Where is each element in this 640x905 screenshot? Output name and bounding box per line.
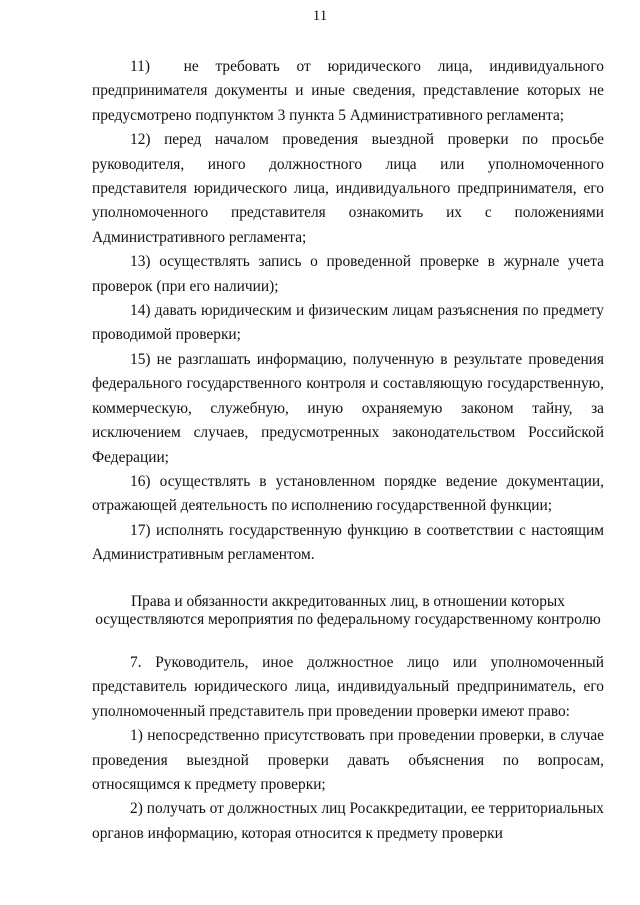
clause-7-item-2: 2) получать от должностных лиц Росаккредитации, ее территориальных органов информацию, которая относится к предмету проверки — [92, 800, 604, 842]
page-number: 11 — [312, 8, 328, 24]
list-item-11: 11) не требовать от юридического лица, индивидуального предпринимателя документы и иные сведения, представление которых не предусмотрено подпунктом 3 пункта 5 Административного регламента; — [92, 58, 604, 124]
list-item-14: 14) давать юридическим и физическим лицам разъяснения по предмету проводимой проверки; — [92, 302, 604, 344]
list-item-17: 17) исполнять государственную функцию в соответствии с настоящим Административным регламентом. — [92, 521, 604, 564]
list-item-12: 12) перед началом проведения выездной проверки по просьбе руководителя, иного должностного лица или уполномоченного представителя юридического лица, индивидуального предпринимателя, его уполномоченного представителя ознакомить их с положениями Административного регламента; — [92, 131, 604, 246]
list-item-15: 15) не разглашать информацию, полученную в результате проведения федерального государственного контроля и составляющую государственную, коммерческую, служебную, иную охраняемую законом тайну, за исключением случаев, предусмотренных законодательством Российской Федерации; — [92, 350, 604, 466]
document-body — [92, 55, 604, 846]
clause-7-item-1: 1) непосредственно присутствовать при проведении проверки, в случае проведения выездной проверки давать объяснения по вопросам, относящимся к предмету проверки; — [92, 727, 604, 793]
list-item-13: 13) осуществлять запись о проведенной проверке в журнале учета проверок (при его наличии); — [92, 253, 604, 295]
clause-7: 7. Руководитель, иное должностное лицо или уполномоченный представитель юридического лица, индивидуальный предприниматель, его уполномоченный представитель при проведении проверки имеют право: — [92, 653, 604, 720]
list-item-16: 16) осуществлять в установленном порядке ведение документации, отражающей деятельность по исполнению государственной функции; — [92, 472, 604, 515]
section-heading: Права и обязанности аккредитованных лиц, в отношении которых осуществляются мероприятия по федеральному государственному контролю — [95, 592, 601, 628]
